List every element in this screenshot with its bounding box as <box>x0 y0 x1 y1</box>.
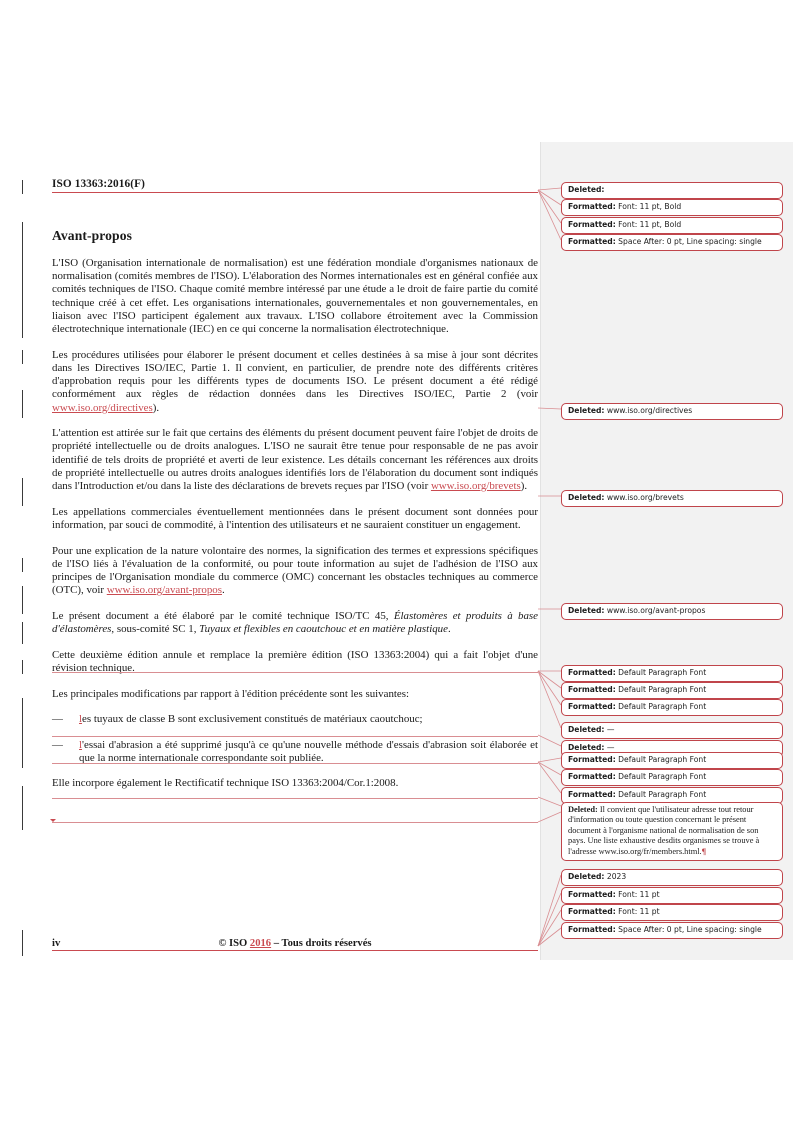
deletion-underline <box>52 798 538 799</box>
paragraph-text-tail: ). <box>152 401 160 414</box>
subcommittee-title-italic: Tuyaux et flexibles en caoutchouc et en matière plastique <box>199 623 448 636</box>
revision-balloon[interactable] <box>561 490 783 507</box>
list-item-text: 'essai d'abrasion a été supprimé jusqu'à ce qu'une nouvelle méthode d'essais d'abrasion soit élaborée et que la norme internationale correspondante soit publiée. <box>79 738 538 764</box>
revision-balloon-text: Default Paragraph Font <box>615 755 707 764</box>
change-bar <box>22 660 23 674</box>
list-item <box>52 713 538 726</box>
changes-list <box>52 713 538 765</box>
change-bar <box>22 478 23 506</box>
change-bar <box>22 222 23 338</box>
revision-balloon-label: Deleted: <box>568 185 605 194</box>
revision-balloon[interactable] <box>561 904 783 921</box>
revision-balloon-label: Formatted: <box>568 668 616 677</box>
folio-number: iv <box>52 938 61 949</box>
revision-balloon-text: Il convient que l'utilisateur adresse tout retour d'information ou toute question concernant le présent document à l'organisme national de normalisation de son pays. Une liste exhaustive desdits organismes se trouve à l'adresse <box>568 805 760 856</box>
revision-balloon[interactable] <box>561 403 783 420</box>
paragraph-text-tail: . <box>447 623 451 636</box>
copyright-prefix: © ISO <box>218 938 250 949</box>
paragraph-text-mid: , sous-comité SC 1, <box>111 623 200 636</box>
revision-balloon-text: — <box>604 743 615 752</box>
paragraph-corrigendum <box>52 777 538 790</box>
list-item <box>52 739 538 765</box>
revision-balloon-label: Formatted: <box>568 772 616 781</box>
deletion-underline <box>52 672 538 673</box>
revision-balloon-link[interactable]: www.iso.org/brevets <box>604 493 684 502</box>
revision-balloon[interactable] <box>561 217 783 234</box>
list-dash: — <box>52 738 63 751</box>
revision-balloon-link[interactable]: www.iso.org/fr/members.html <box>598 846 700 856</box>
revision-balloon[interactable] <box>561 752 783 769</box>
revision-balloon-text: Default Paragraph Font <box>615 685 707 694</box>
change-bar <box>22 390 23 418</box>
paragraph-foreword-1 <box>52 257 538 336</box>
committee-title-italic: Élastomères et produits à base d'élastomères <box>52 609 539 636</box>
deletion-underline <box>52 763 538 764</box>
paragraph-text-tail: . <box>395 777 399 790</box>
revision-balloon-label: Formatted: <box>568 202 616 211</box>
running-head <box>52 178 538 190</box>
revision-balloon-label: Formatted: <box>568 890 616 899</box>
revision-balloon-label: Formatted: <box>568 925 616 934</box>
revision-balloon-label: Deleted: <box>568 743 605 752</box>
revision-balloon-text: Font: 11 pt, Bold <box>615 220 682 229</box>
revision-balloon[interactable] <box>561 199 783 216</box>
change-bar <box>22 698 23 768</box>
reference-corrigendum: ISO 13363:2004/Cor.1:2008 <box>271 777 396 790</box>
revision-balloon[interactable] <box>561 682 783 699</box>
revision-balloon-label: Formatted: <box>568 237 616 246</box>
paragraph-text: Cette deuxième édition annule et remplace la première édition ( <box>52 648 351 661</box>
revision-balloon[interactable] <box>561 922 783 939</box>
revision-balloon-label: Deleted: <box>568 725 605 734</box>
paragraph-text: Elle incorpore également le Rectificatif technique <box>52 777 272 790</box>
paragraph-foreword-3 <box>52 427 538 493</box>
page-title: Avant-propos <box>52 228 133 243</box>
footer-rule <box>52 950 538 951</box>
revision-balloon-label: Deleted: <box>568 872 605 881</box>
change-bar <box>22 930 23 956</box>
revision-balloon-link[interactable]: www.iso.org/directives <box>604 406 693 415</box>
revision-balloon[interactable] <box>561 234 783 251</box>
revision-balloon[interactable] <box>561 869 783 886</box>
revision-balloon-link[interactable]: www.iso.org/avant-propos <box>604 606 706 615</box>
change-bar <box>22 586 23 614</box>
revision-balloon[interactable] <box>561 887 783 904</box>
deletion-caret <box>50 819 56 822</box>
revision-balloon[interactable] <box>561 699 783 716</box>
deletion-underline <box>52 736 538 737</box>
paragraph-text: L'ISO (Organisation internationale de normalisation) est une fédération mondiale d'organismes nationaux de normalisation (comités membres de l'ISO). L'élaboration des Normes internationales est en général confiée aux comités techniques de l'ISO. Chaque comité membre intéressé par une étude a le droit de faire partie du comité technique créé à cet effet. Les organisations internationales, gouvernementales et non gouvernementales, en liaison avec l'ISO participent également aux travaux. L'ISO collabore étroitement avec la Commission électrotechnique internationale (IEC) en ce qui concerne la normalisation électrotechnique. <box>52 257 538 336</box>
revision-balloon-text: Font: 11 pt <box>615 907 660 916</box>
revision-balloon-label: Formatted: <box>568 907 616 916</box>
paragraph-text: L'attention est attirée sur le fait que certains des éléments du présent document peuvent faire l'objet de droits de propriété intellectuelle ou de droits analogues. L'ISO ne saurait être tenue pour responsable de ne pas avoir identifié de tels droits de propriété et averti de leur existence. Les détails concernant les références aux droits de propriété intellectuelle ou autres droits analogues identifiés lors de l'élaboration du document sont indiqués dans l'Introduction et/ou dans la liste des déclarations de brevets reçues par l'ISO (voir <box>52 427 538 493</box>
revision-balloon-label: Deleted: <box>568 606 605 615</box>
paragraph-foreword-5 <box>52 545 538 598</box>
paragraph-foreword-4 <box>52 506 538 532</box>
revision-balloon-text: Space After: 0 pt, Line spacing: single <box>615 237 762 246</box>
revision-balloon-text: 2023 <box>604 872 627 881</box>
change-bar <box>22 350 23 364</box>
revision-balloon-deleted-paragraph[interactable] <box>561 802 783 861</box>
revision-balloon-text: Default Paragraph Font <box>615 790 707 799</box>
reference-iso-13363-2004: ISO 13363:2004 <box>350 648 426 661</box>
running-head-text: ISO 13363:2016(F) <box>52 178 146 190</box>
paragraph-text: Le présent document a été élaboré par le comité technique ISO/TC 45, <box>52 609 394 622</box>
copyright-suffix: – Tous droits réservés <box>271 938 372 949</box>
revision-balloon[interactable] <box>561 182 783 199</box>
revision-balloon-label: Formatted: <box>568 685 616 694</box>
change-bar <box>22 786 23 830</box>
revision-balloon[interactable] <box>561 769 783 786</box>
deleted-link-avant-propos[interactable]: www.iso.org/avant-propos <box>106 584 222 597</box>
paragraph-text: Les principales modifications par rapport à l'édition précédente sont les suivantes: <box>52 687 410 700</box>
paragraph-foreword-2 <box>52 349 538 415</box>
revision-balloon-label: Formatted: <box>568 220 616 229</box>
copyright-year: 2016 <box>249 938 272 949</box>
paragraph-text: Les procédures utilisées pour élaborer le présent document et celles destinées à sa mise à jour sont décrites dans les Directives ISO/IEC, Partie 1. Il convient, en particulier, de prendre note des différents critères d'approbation requis pour les différents types de documents ISO. Le présent document a été rédigé conformément aux règles de rédaction données dans les Directives ISO/IEC, Partie 2 (voir <box>52 348 538 401</box>
paragraph-text-tail: ) qui a fait l'objet d'une révision technique. <box>52 648 539 675</box>
revision-balloon-label: Deleted: <box>568 493 605 502</box>
revision-balloon-label: Formatted: <box>568 790 616 799</box>
paragraph-text-tail: ). <box>520 480 528 493</box>
paragraph-text: Pour une explication de la nature volontaire des normes, la signification des termes et expressions spécifiques de l'ISO liés à l'évaluation de la conformité, ou pour toute information au sujet de l'adhésion de l'ISO aux principes de l'Organisation mondiale du commerce (OMC) concernant les obstacles techniques au commerce (OTC), voir <box>52 544 538 597</box>
revision-balloon-label: Formatted: <box>568 755 616 764</box>
revision-balloon-text-tail: . <box>699 846 702 856</box>
revision-balloon-text: Space After: 0 pt, Line spacing: single <box>615 925 762 934</box>
revision-balloon-label: Deleted: <box>568 805 598 814</box>
revision-balloon-text: Default Paragraph Font <box>615 702 707 711</box>
revision-balloon[interactable] <box>561 722 783 739</box>
revision-balloon-label: Formatted: <box>568 702 616 711</box>
revision-balloon-text: Font: 11 pt, Bold <box>615 202 682 211</box>
revision-balloon-text: Default Paragraph Font <box>615 668 707 677</box>
deletion-underline <box>52 822 538 823</box>
running-head-rule <box>52 192 538 193</box>
paragraph-text: Les appellations commerciales éventuellement mentionnées dans le présent document sont données pour information, par souci de commodité, à l'intention des utilisateurs et ne sauraient constituer un engagement. <box>52 505 538 531</box>
copyright-line <box>52 938 538 949</box>
paragraph-changes-intro <box>52 688 538 701</box>
document-text-column <box>52 178 538 803</box>
revision-balloon-text: Font: 11 pt <box>615 890 660 899</box>
change-bar <box>22 180 23 194</box>
list-dash: — <box>52 713 63 726</box>
revision-balloon[interactable] <box>561 603 783 620</box>
revision-balloon[interactable] <box>561 665 783 682</box>
deleted-link-brevets[interactable]: www.iso.org/brevets <box>430 480 521 493</box>
revision-balloon-text: Default Paragraph Font <box>615 772 707 781</box>
deleted-link-directives[interactable]: www.iso.org/directives <box>52 401 153 414</box>
inserted-char: l <box>79 713 83 726</box>
revision-balloon-text: — <box>604 725 615 734</box>
revision-balloon-label: Deleted: <box>568 406 605 415</box>
inserted-char: l <box>79 738 83 751</box>
list-item-text: es tuyaux de classe B sont exclusivement constitués de matériaux caoutchouc; <box>82 713 423 726</box>
change-bar <box>22 558 23 572</box>
change-bar <box>22 622 23 644</box>
pilcrow-icon: ¶ <box>701 846 707 856</box>
paragraph-text-tail: . <box>222 584 225 597</box>
paragraph-committee <box>52 610 538 636</box>
